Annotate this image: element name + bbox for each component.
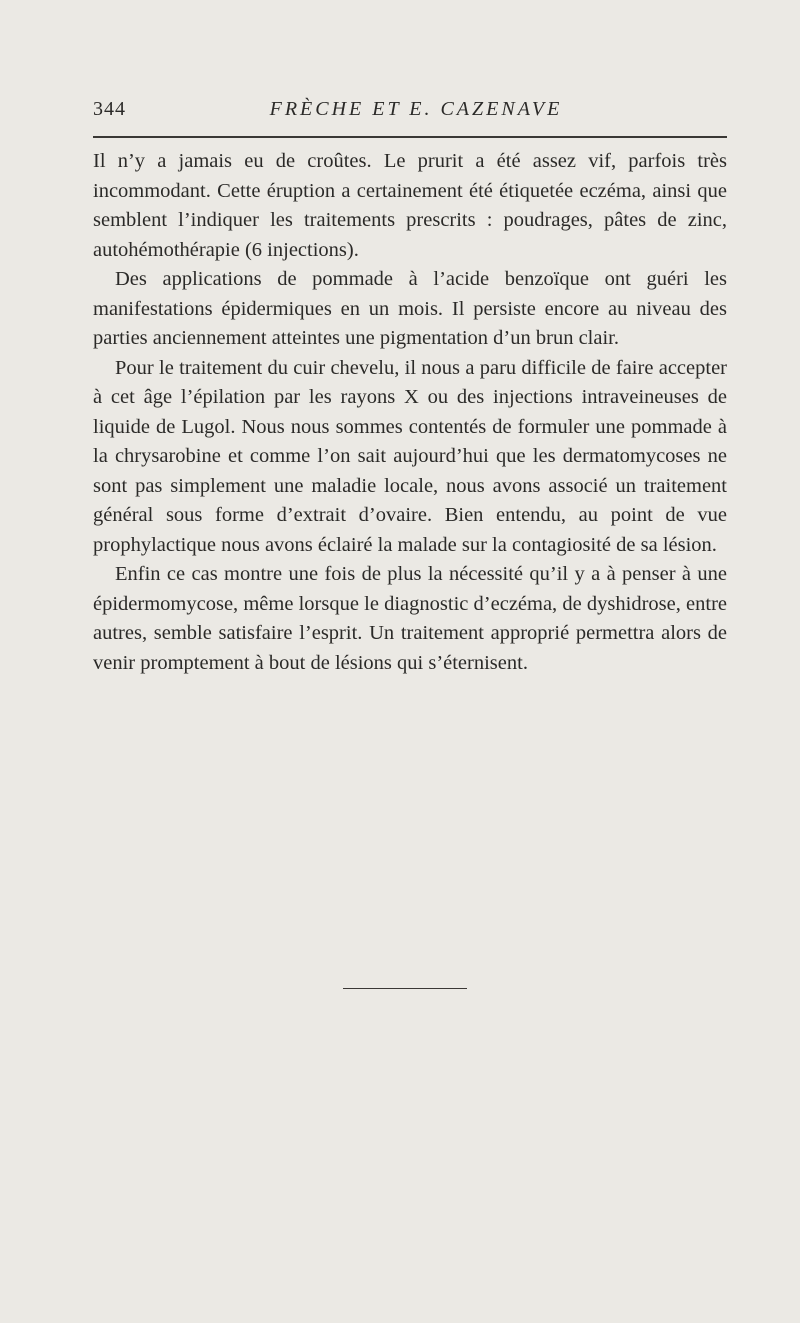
paragraph: Des applications de pommade à l’acide benzoïque ont guéri les manifestations épidermiques en un mois. Il persiste encore au niveau des parties anciennement atteintes une pigmentation d’un brun clair.	[93, 268, 727, 349]
header-rule	[93, 136, 727, 138]
running-title: FRÈCHE ET E. CAZENAVE	[269, 98, 563, 120]
page-number: 344	[93, 98, 126, 120]
body-text	[93, 147, 727, 678]
end-of-article-rule	[343, 988, 467, 989]
page-header	[93, 98, 727, 130]
paragraph: Il n’y a jamais eu de croûtes. Le prurit a été assez vif, parfois très incommodant. Cette éruption a certainement été étiquetée eczéma, ainsi que semblent l’indiquer les traitements prescrits : poudrages, pâtes de zinc, autohémothérapie (6 injections).	[93, 150, 727, 261]
paragraph: Enfin ce cas montre une fois de plus la nécessité qu’il y a à penser à une épidermomycose, même lorsque le diagnostic d’eczéma, de dyshidrose, entre autres, semble satisfaire l’esprit. Un traitement approprié permettra alors de venir promptement à bout de lésions qui s’éternisent.	[93, 563, 727, 674]
paragraph: Pour le traitement du cuir chevelu, il nous a paru difficile de faire accepter à cet âge l’épilation par les rayons X ou des injections intraveineuses de liquide de Lugol. Nous nous sommes contentés de formuler une pommade à la chrysarobine et comme l’on sait aujourd’hui que les dermatomycoses ne sont pas simplement une maladie locale, nous avons associé un traitement général sous forme d’extrait d’ovaire. Bien entendu, au point de vue prophylactique nous avons éclairé la malade sur la contagiosité de sa lésion.	[93, 356, 727, 556]
